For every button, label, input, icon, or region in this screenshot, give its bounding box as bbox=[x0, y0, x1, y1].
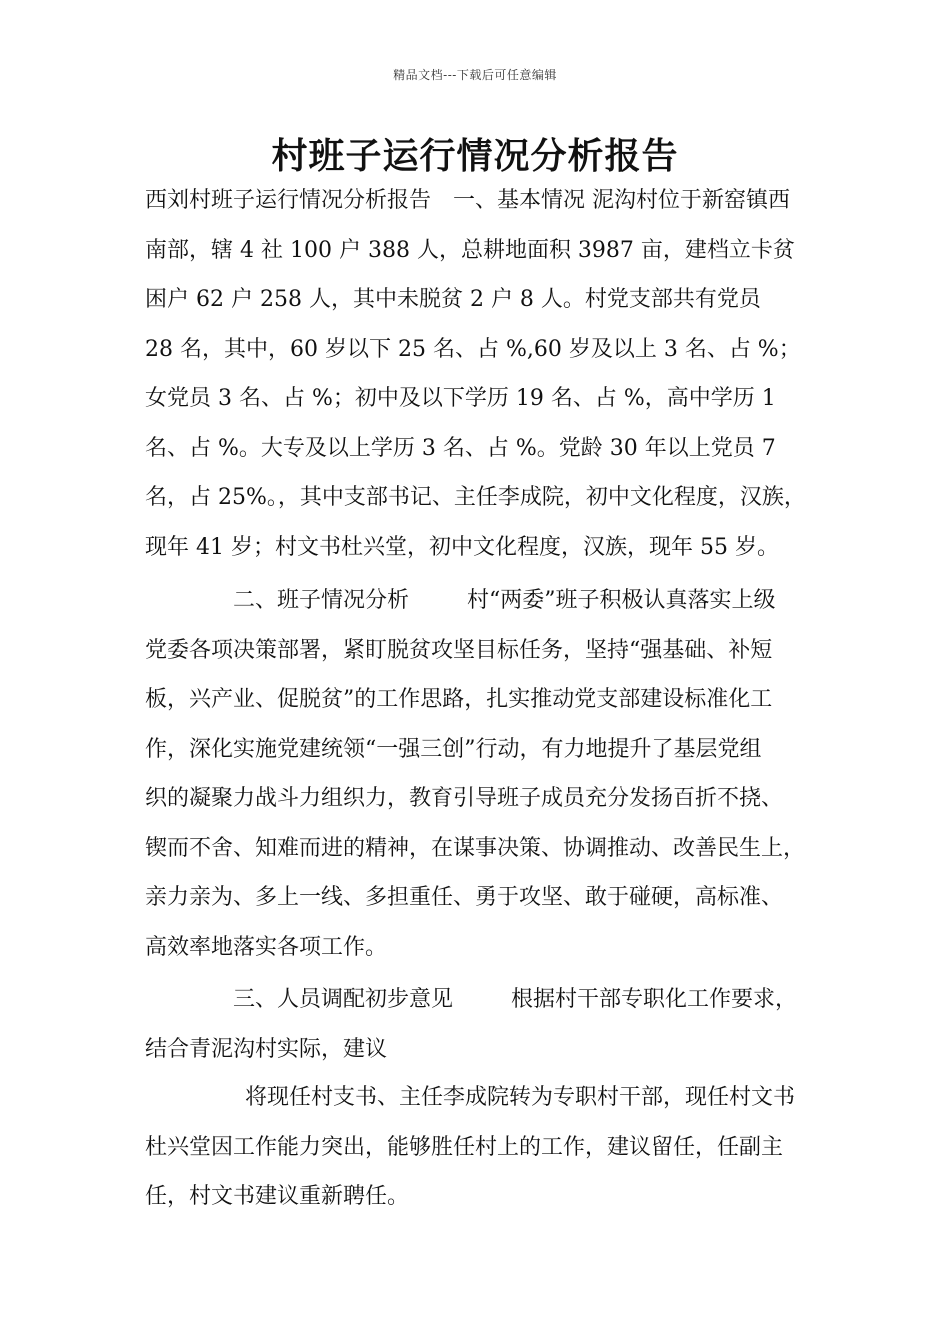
paragraph-line: 党委各项决策部署，紧盯脱贫攻坚目标任务，坚持“强基础、补短 bbox=[145, 637, 773, 663]
paragraph-text: 根据村干部专职化工作要求， bbox=[511, 987, 798, 1012]
paragraph-first-line bbox=[145, 576, 815, 626]
paragraph-line: 结合青泥沟村实际，建议 bbox=[145, 1036, 388, 1062]
paragraph-line: 名，占 25%。，其中支部书记、主任李成院，初中文化程度，汉族， bbox=[145, 485, 806, 510]
paragraph-line: 锲而不舍、知难而进的精神，在谋事决策、协调推动、改善民生上， bbox=[145, 835, 806, 861]
paragraph-first-line bbox=[145, 1073, 815, 1123]
paragraph-first-line bbox=[145, 975, 815, 1025]
paragraph-line: 杜兴堂因工作能力突出，能够胜任村上的工作，建议留任，任副主 bbox=[145, 1134, 784, 1160]
paragraph-line: 任，村文书建议重新聘任。 bbox=[145, 1184, 410, 1209]
paragraph-proposal bbox=[145, 1073, 815, 1222]
header-note: 精品文档---下载后可任意编辑 bbox=[393, 68, 557, 82]
paragraph-text: 村“两委”班子积极认真落实上级 bbox=[467, 588, 776, 613]
section-heading: 二、班子情况分析 bbox=[233, 588, 410, 613]
paragraph-team-analysis bbox=[145, 576, 815, 972]
section-heading: 三、人员调配初步意见 bbox=[233, 987, 454, 1012]
paragraph-line: 名、占 %。大专及以上学历 3 名、占 %。党龄 30 年以上党员 7 bbox=[145, 435, 776, 461]
paragraph-line: 28 名，其中，60 岁以下 25 名、占 %,60 岁及以上 3 名、占 %； bbox=[145, 336, 801, 362]
paragraph-line: 亲力亲为、多上一线、多担重任、勇于攻坚、敢于碰硬，高标准、 bbox=[145, 885, 784, 910]
paragraph-line: 南部，辖 4 社 100 户 388 人，总耕地面积 3987 亩，建档立卡贫 bbox=[145, 237, 795, 263]
paragraph-line: 困户 62 户 258 人，其中未脱贫 2 户 8 人。村党支部共有党员 bbox=[145, 287, 761, 312]
paragraph-line: 现年 41 岁；村文书杜兴堂，初中文化程度，汉族，现年 55 岁。 bbox=[145, 534, 779, 560]
paragraph-text: 将现任村支书、主任李成院转为专职村干部，现任村文书 bbox=[245, 1085, 796, 1110]
paragraph-line: 西刘村班子运行情况分析报告 一、基本情况 泥沟村位于新窑镇西 bbox=[145, 188, 790, 213]
paragraph-staffing bbox=[145, 975, 815, 1074]
document-title: 村班子运行情况分析报告 bbox=[271, 136, 679, 177]
paragraph-line: 女党员 3 名、占 %；初中及以下学历 19 名、占 %，高中学历 1 bbox=[145, 386, 776, 411]
paragraph-line: 作，深化实施党建统领“一强三创”行动，有力地提升了基层党组 bbox=[145, 736, 762, 762]
paragraph-basic-info bbox=[145, 176, 815, 572]
paragraph-line: 板，兴产业、促脱贫”的工作思路，扎实推动党支部建设标准化工 bbox=[145, 687, 773, 712]
paragraph-line: 高效率地落实各项工作。 bbox=[145, 934, 388, 960]
paragraph-line: 织的凝聚力战斗力组织力，教育引导班子成员充分发扬百折不挠、 bbox=[145, 786, 784, 811]
